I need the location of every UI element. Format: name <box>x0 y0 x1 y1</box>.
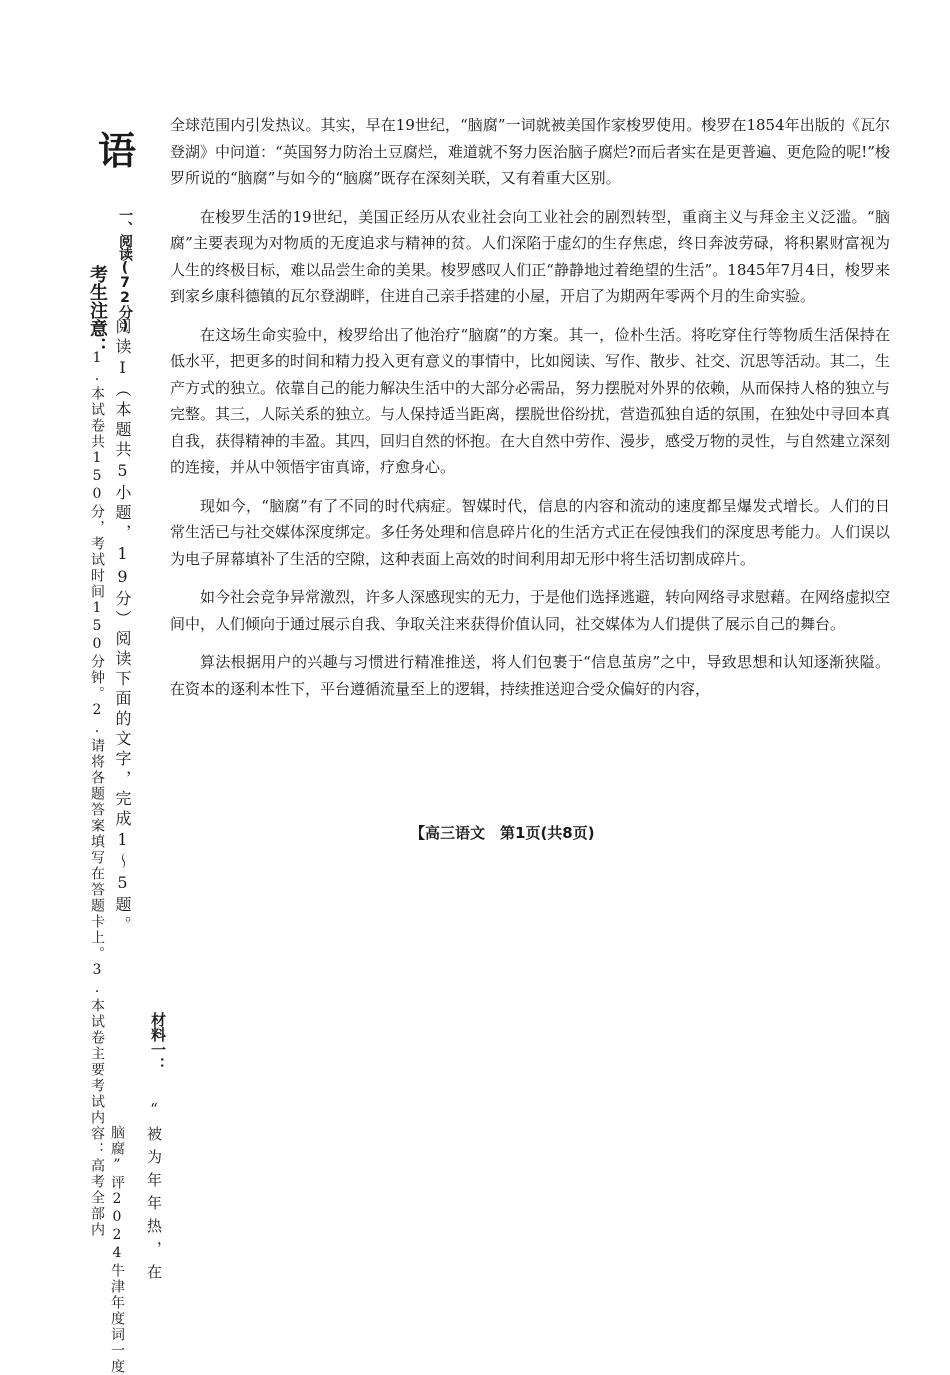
notice-body: 1.本试卷共150分，考试时间150分钟。2.请将各题答案填写在答题卡上。3.本试卷主要考试内容：高考全部内 <box>89 350 105 1238</box>
article-body <box>170 112 890 714</box>
material-label: 材料一： <box>149 1012 167 1072</box>
paragraph: 算法根据用户的兴趣与习惯进行精准推送，将人们包裹于“信息茧房”之中，导致思想和认知逐渐狭隘。在资本的逐利本性下，平台遵循流量至上的逻辑，持续推送迎合受众偏好的内容， <box>170 653 890 698</box>
paragraph: 全球范围内引发热议。其实，早在19世纪，“脑腐”一词就被美国作家梭罗使用。梭罗在1854年出版的《瓦尔登湖》中问道：“英国努力防治土豆腐烂，难道就不努力医治脑子腐烂?而后者实在是更普遍、更危险的呢!”梭罗所说的“脑腐”与如今的“脑腐”既存在深刻关联，又有着重大区别。 <box>170 116 890 187</box>
paragraph: 现如今，“脑腐”有了不同的时代病症。智媒时代，信息的内容和流动的速度都呈爆发式增长。人们的日常生活已与社交媒体深度绑定。多任务处理和信息碎片化的生活方式正在侵蚀我们的深度思考能力。人们误以为电子屏幕填补了生活的空隙，这种表面上高效的时间利用却无形中将生活切割成碎片。 <box>170 496 891 568</box>
oxford-word-text: 脑腐”评2024牛津年度词一度 <box>109 1125 125 1375</box>
notice-title: 考生注意： <box>87 265 108 355</box>
material-text: “被为年年热，在 <box>145 1100 163 1287</box>
page-footer: 【高三语文 第1页(共8页) <box>410 824 595 842</box>
part-title: 阅读Ⅰ（本题共5小题，19分）阅读下面的文字，完成1～5题。 <box>113 318 132 936</box>
paragraph: 如今社会竞争异常激烈，许多人深感现实的无力，于是他们选择逃避，转向网络寻求慰藉。在网络虚拟空间中，人们倾向于通过展示自我、争取关注来获得价值认同，社交媒体为人们提供了展示自己的舞台。 <box>170 588 891 633</box>
paragraph: 在这场生命实验中，梭罗给出了他治疗“脑腐”的方案。其一，俭朴生活。将吃穿住行等物质生活保持在低水平，把更多的时间和精力投入更有意义的事情中，比如阅读、写作、散步、社交、沉思等活动。其二，生产方式的独立。依靠自己的能力解决生活中的大部分必需品，努力摆脱对外界的依赖，从而保持人格的独立与完整。其三，人际关系的独立。与人保持适当距离，摆脱世俗纷扰，营造孤独自适的氛围，在独处中寻回本真自我，获得精神的丰盈。其四，回归自然的怀抱。在大自然中劳作、漫步，感受万物的灵性，与自然建立深刻的连接，并从中领悟宇宙真谛，疗愈身心。 <box>170 325 891 476</box>
paragraph: 在梭罗生活的19世纪，美国正经历从农业社会向工业社会的剧烈转型，重商主义与拜金主义泛滥。“脑腐”主要表现为对物质的无度追求与精神的贫。人们深陷于虚幻的生存焦虑，终日奔波劳碌，将积累财富视为人生的终极目标，难以品尝生命的美果。梭罗感叹人们正“静静地过着绝望的生活”。1845年7月4日，梭罗来到家乡康科德镇的瓦尔登湖畔，住进自己亲手搭建的小屋，开启了为期两年零两个月的生命实验。 <box>170 207 890 305</box>
section-title: 一、阅读(72分) <box>117 208 133 333</box>
subject-title: 语 <box>98 129 137 173</box>
